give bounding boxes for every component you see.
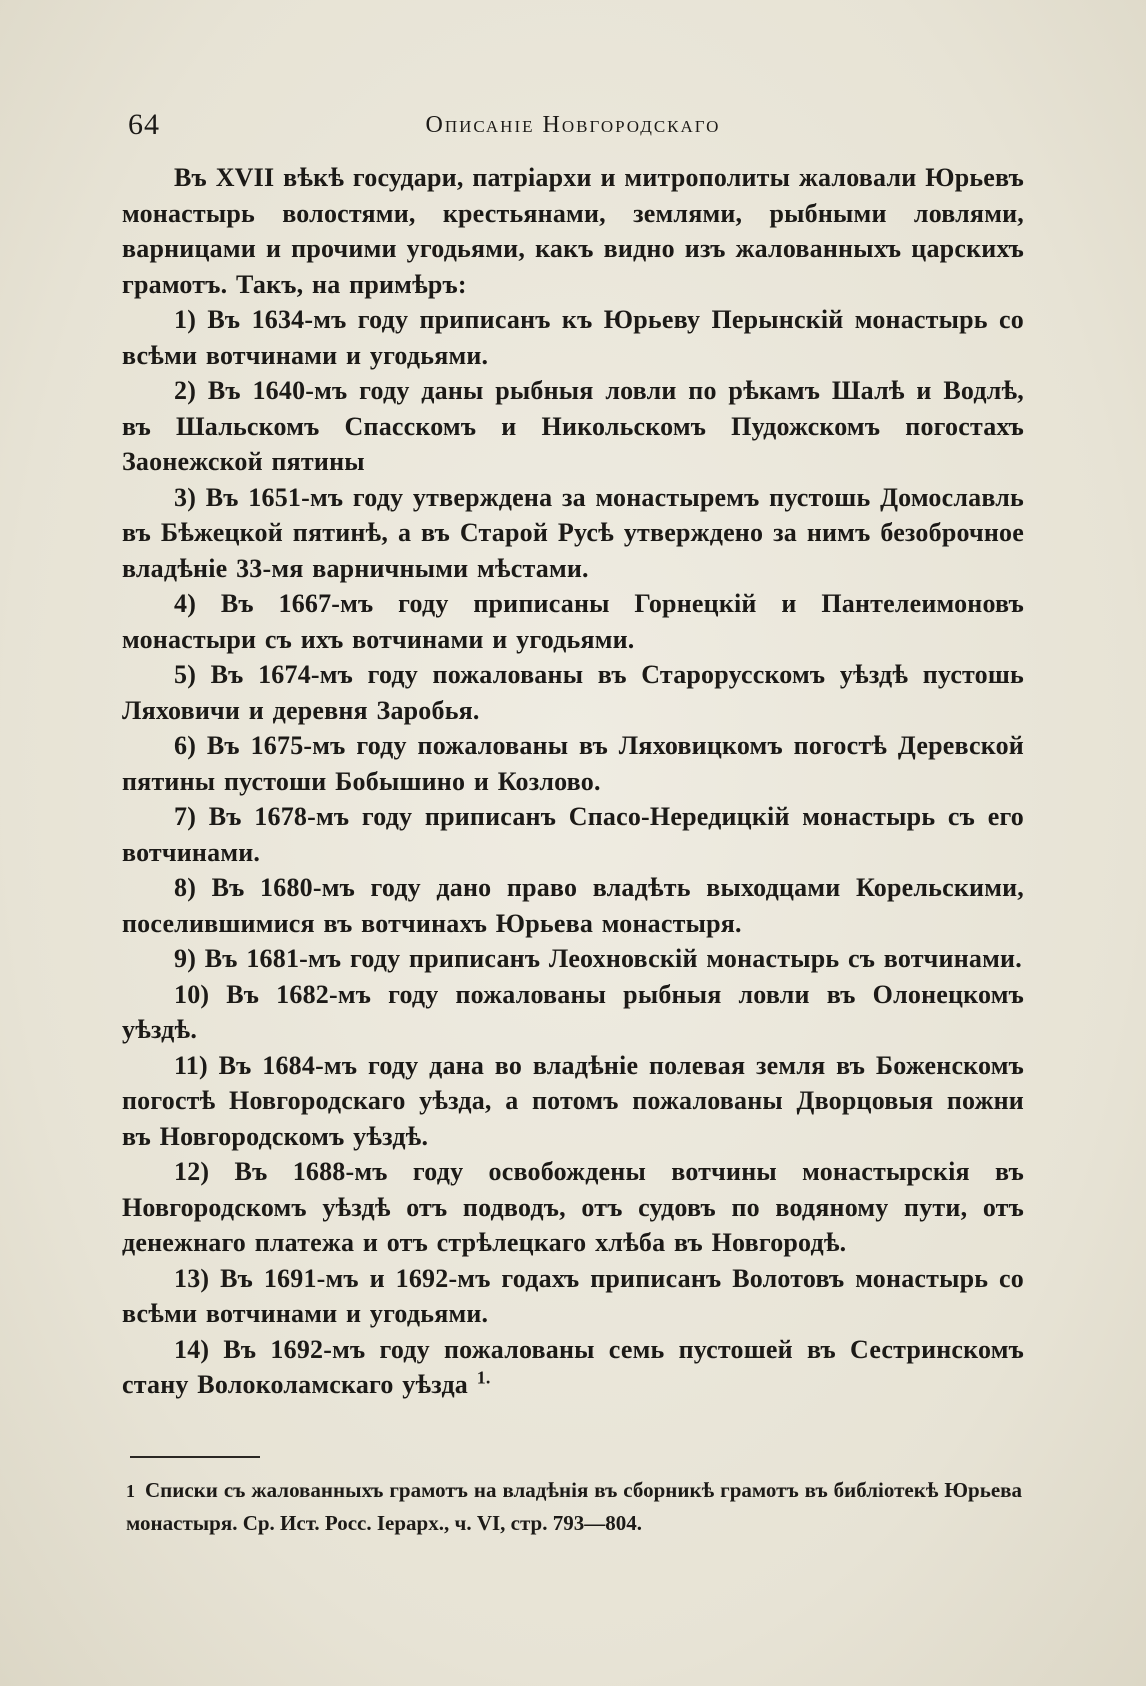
body-text bbox=[122, 160, 1024, 1403]
list-item-6: 6) Въ 1675-мъ году пожалованы въ Ляховицкомъ погостѣ Деревской пятины пустоши Бобышино и Козлово. bbox=[122, 731, 1024, 796]
page-number: 64 bbox=[128, 108, 160, 141]
footnote bbox=[126, 1474, 1022, 1539]
list-item-7: 7) Въ 1678-мъ году приписанъ Спасо-Нередицкiй монастырь съ его вотчинами. bbox=[122, 802, 1024, 867]
list-item-4: 4) Въ 1667-мъ году приписаны Горнецкiй и Пантелеимоновъ монастыри съ ихъ вотчинами и угодьями. bbox=[122, 589, 1024, 654]
footnote-reference: 1. bbox=[476, 1367, 491, 1388]
list-item-3: 3) Въ 1651-мъ году утверждена за монастыремъ пустошь Домославль въ Бѣжецкой пятинѣ, а въ Старой Русѣ утверждено за нимъ безоброчное владѣнiе 33-мя варничными мѣстами. bbox=[122, 482, 1024, 583]
list-item-9: 9) Въ 1681-мъ году приписанъ Леохновскiй монастырь съ вотчинами. bbox=[174, 944, 1022, 973]
list-item-12: 12) Въ 1688-мъ году освобождены вотчины монастырскiя въ Новгородскомъ уѣздѣ отъ подводъ, отъ судовъ по водяному пути, отъ денежнаго платежа и отъ стрѣлецкаго хлѣба въ Новгородѣ. bbox=[122, 1157, 1024, 1257]
paragraph-intro: Въ XVII вѣкѣ государи, патрiархи и митрополиты жаловали Юрьевъ монастырь волостями, крестьянами, землями, рыбными ловлями, варницами и прочими угодьями, какъ видно изъ жалованныхъ царскихъ грамотъ. Такъ, на примѣръ: bbox=[122, 163, 1024, 299]
list-item-10: 10) Въ 1682-мъ году пожалованы рыбныя ловли въ Олонецкомъ уѣздѣ. bbox=[122, 979, 1024, 1044]
list-item-13: 13) Въ 1691-мъ и 1692-мъ годахъ приписанъ Волотовъ монастырь со всѣми вотчинами и угодьями. bbox=[122, 1263, 1024, 1328]
footnote-divider bbox=[130, 1456, 260, 1458]
list-item-14-text: 14) Въ 1692-мъ году пожалованы семь пустошей въ Сестринскомъ стану Волоколамскаго уѣзда bbox=[122, 1334, 1024, 1399]
list-item-14 bbox=[122, 1332, 1024, 1403]
page-header bbox=[128, 108, 1018, 148]
list-item-5: 5) Въ 1674-мъ году пожалованы въ Старорусскомъ уѣздѣ пустошь Ляховичи и деревня Заробья. bbox=[122, 660, 1024, 725]
list-item-2: 2) Въ 1640-мъ году даны рыбныя ловли по рѣкамъ Шалѣ и Водлѣ, въ Шальскомъ Спасскомъ и Никольскомъ Пудожскомъ погостахъ Заонежской пятины bbox=[122, 376, 1024, 476]
list-item-1: 1) Въ 1634-мъ году приписанъ къ Юрьеву Перынскiй монастырь со всѣми вотчинами и угодьями. bbox=[122, 305, 1024, 370]
footnote-text: Списки съ жалованныхъ грамотъ на владѣнiя въ сборникѣ грамотъ въ библiотекѣ Юрьева монастыря. Ср. Ист. Росс. Iерарх., ч. VI, стр. 793—804. bbox=[126, 1478, 1022, 1535]
list-item-11: 11) Въ 1684-мъ году дана во владѣнiе полевая земля въ Боженскомъ погостѣ Новгородскаго уѣзда, а потомъ пожалованы Дворцовыя пожни въ Новгородскомъ уѣздѣ. bbox=[122, 1050, 1024, 1151]
list-item-8: 8) Въ 1680-мъ году дано право владѣть выходцами Корельскими, поселившимися въ вотчинахъ Юрьева монастыря. bbox=[122, 873, 1024, 938]
footnote-mark: 1 bbox=[126, 1481, 135, 1501]
running-title: Описанiе Новгородскаго bbox=[425, 112, 721, 138]
